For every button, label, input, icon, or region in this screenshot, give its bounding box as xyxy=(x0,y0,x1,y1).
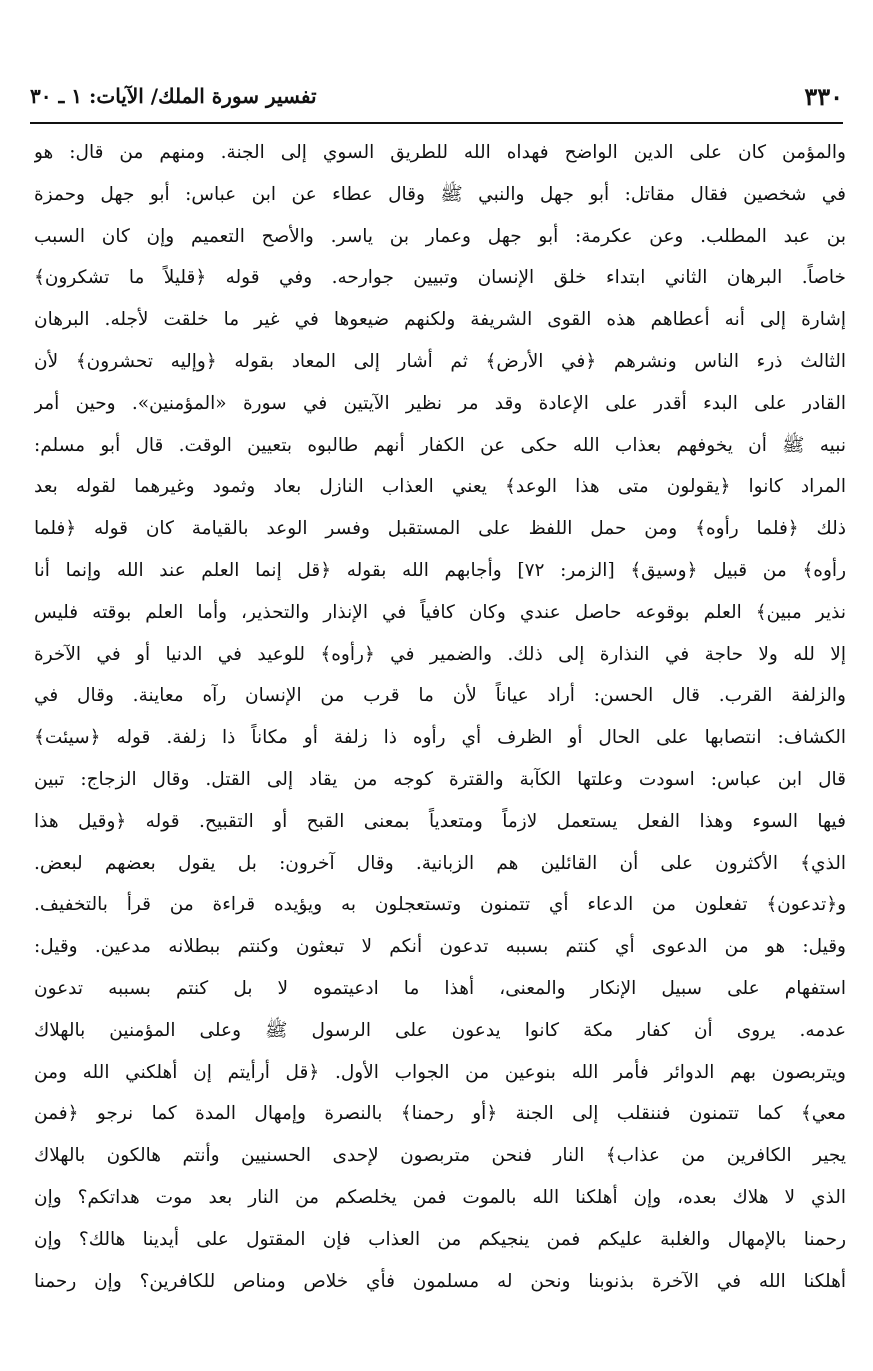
text-line: الكشاف: انتصابها على الحال أو الظرف أي رأوه ذا زلفة أو مكاناً ذا زلفة. قوله ﴿سيئت﴾ xyxy=(34,727,846,749)
text-line: أهلكنا الله في الآخرة بذنوبنا ونحن له مسلمون فأي خلاص ومناص للكافرين؟ وإن رحمنا xyxy=(34,1270,846,1292)
text-line: بن عبد المطلب. وعن عكرمة: أبو جهل وعمار بن ياسر. والأصح التعميم وإن كان السبب xyxy=(34,225,846,247)
text-line: وقيل: هو من الدعوى أي كنتم بسببه تدعون أنكم لا تبعثون وكنتم ببطلانه مدعين. وقيل: xyxy=(34,936,846,958)
text-line: نذير مبين﴾ العلم بوقوعه حاصل عندي وكان كافياً في الإنذار والتحذير، وأما العلم بوقته فليس xyxy=(34,601,846,623)
text-line: رحمنا بالإمهال والغلبة عليكم فمن ينجيكم من العذاب فإن المقتول على أيدينا هالك؟ وإن xyxy=(34,1228,846,1250)
text-line: والزلفة القرب. قال الحسن: أراد عياناً لأن ما قرب من الإنسان رآه معاينة. وقال في xyxy=(34,685,846,707)
text-line: المراد كانوا ﴿يقولون متى هذا الوعد﴾ يعني العذاب النازل بعاد وثمود وغيرهما لقوله بعد xyxy=(34,476,846,498)
text-line: يجير الكافرين من عذاب﴾ النار فنحن متربصون لإحدى الحسنيين وأنتم هالكون بالهلاك xyxy=(34,1145,846,1167)
text-line: فيها السوء وهذا الفعل يستعمل لازماً ومتعدياً بمعنى القبح أو التقبيح. قوله ﴿وقيل هذا xyxy=(34,810,846,832)
text-line: الذي﴾ الأكثرون على أن القائلين هم الزبانية. وقال آخرون: بل يقول بعضهم لبعض. xyxy=(34,852,846,874)
running-title: تفسير سورة الملك/ الآيات: ١ ـ ٣٠ xyxy=(30,84,317,108)
text-line: والمؤمن كان على الدين الواضح فهداه الله للطريق السوي إلى الجنة. ومنهم من قال: هو xyxy=(34,142,846,163)
text-line: الثالث ذرء الناس ونشرهم ﴿في الأرض﴾ ثم أشار إلى المعاد بقوله ﴿وإليه تحشرون﴾ لأن xyxy=(34,350,846,372)
text-line: ويتربصون بهم الدوائر فأمر الله بنوعين من الجواب الأول. ﴿قل أرأيتم إن أهلكني الله ومن xyxy=(34,1061,846,1083)
text-line: استفهام على سبيل الإنكار والمعنى، أهذا ما ادعيتموه لا بل كنتم بسببه تدعون xyxy=(34,977,846,999)
text-line: خاصاً. البرهان الثاني ابتداء خلق الإنسان وتبيين جوارحه. وفي قوله ﴿قليلاً ما تشكرون﴾ xyxy=(34,267,846,289)
text-line: القادر على البدء أقدر على الإعادة وقد مر نظير الآيتين في سورة «المؤمنين». وحين أمر xyxy=(34,392,846,414)
page-number: ٣٣٠ xyxy=(804,82,843,111)
text-line: إشارة إلى أنه أعطاهم هذه القوى الشريفة ولكنهم ضيعوها في غير ما خلقت لأجله. البرهان xyxy=(34,309,846,331)
text-line: قال ابن عباس: اسودت وعلتها الكآبة والقترة كوجه من يقاد إلى القتل. وقال الزجاج: تبين xyxy=(34,768,846,790)
text-line: إلا لله ولا حاجة في النذارة إلى ذلك. والضمير في ﴿رأوه﴾ للوعيد في الدنيا أو في الآخرة xyxy=(34,643,846,665)
body-text xyxy=(34,132,846,1302)
text-line: و﴿تدعون﴾ تفعلون من الدعاء أي تتمنون وتستعجلون به ويؤيده قراءة من قرأ بالتخفيف. xyxy=(34,894,846,916)
page-header xyxy=(30,78,843,124)
text-line: نبيه ﷺ أن يخوفهم بعذاب الله حكى عن الكفار أنهم طالبوه بتعيين الوقت. قال أبو مسلم: xyxy=(34,434,846,456)
text-line: معي﴾ كما تتمنون فننقلب إلى الجنة ﴿أو رحمنا﴾ بالنصرة وإمهال المدة كما نرجو ﴿فمن xyxy=(34,1103,846,1125)
text-line: رأوه﴾ من قبيل ﴿وسيق﴾ [الزمر: ٧٢] وأجابهم الله بقوله ﴿قل إنما العلم عند الله وإنما أنا xyxy=(34,559,846,581)
text-line: في شخصين فقال مقاتل: أبو جهل والنبي ﷺ وقال عطاء عن ابن عباس: أبو جهل وحمزة xyxy=(34,183,846,205)
text-line: عدمه. يروى أن كفار مكة كانوا يدعون على الرسول ﷺ وعلى المؤمنين بالهلاك xyxy=(34,1019,846,1041)
text-line: ذلك ﴿فلما رأوه﴾ ومن حمل اللفظ على المستقبل وفسر الوعد بالقيامة كان قوله ﴿فلما xyxy=(34,518,846,540)
text-line: الذي لا هلاك بعده، وإن أهلكنا الله بالموت فمن يخلصكم من النار بعد موت هداتكم؟ وإن xyxy=(34,1186,846,1208)
